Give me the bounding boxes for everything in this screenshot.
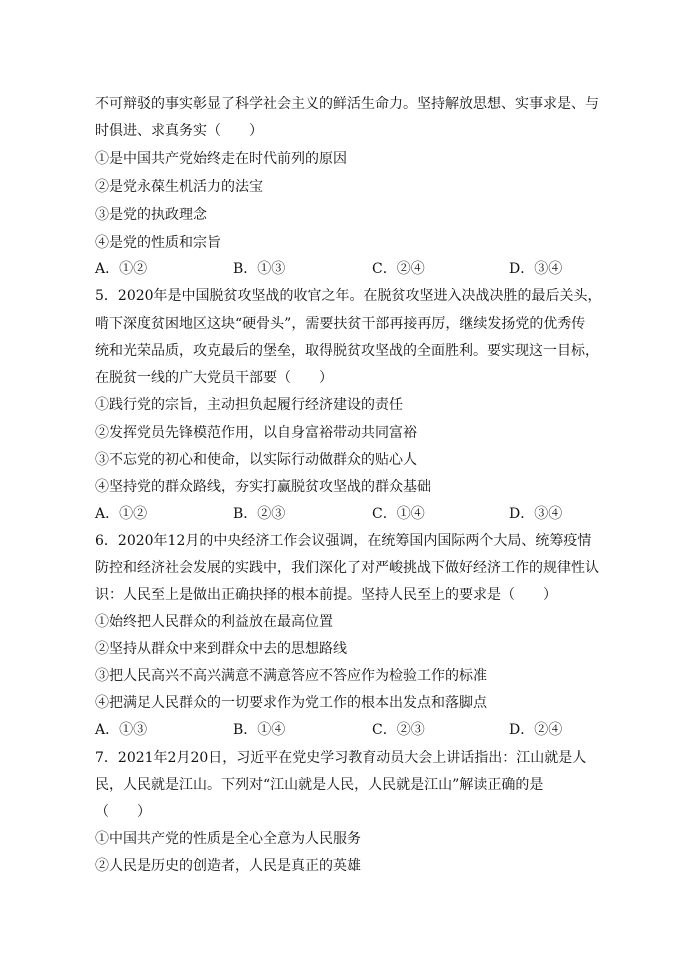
q6-statement-4: ④把满足人民群众的一切要求作为党工作的根本出发点和落脚点 <box>95 695 487 711</box>
q5-option-c[interactable]: C．①④ <box>372 506 425 522</box>
q5-option-d[interactable]: D．③④ <box>509 506 563 522</box>
q5-option-b[interactable]: B．②③ <box>233 506 286 522</box>
q5-stem-line-2: 啃下深度贫困地区这块“硬骨头”，需要扶贫干部再接再厉，继续发扬党的优秀传 <box>95 316 586 332</box>
q6-option-b[interactable]: B．①④ <box>233 722 286 738</box>
q5-statement-3: ③不忘党的初心和使命，以实际行动做群众的贴心人 <box>95 452 417 468</box>
q6-statement-2: ②坚持从群众中来到群众中去的思想路线 <box>95 641 347 657</box>
q6-stem-line-3: 识：人民至上是做出正确抉择的根本前提。坚持人民至上的要求是（ ） <box>95 587 557 603</box>
q5-stem-line-4: 在脱贫一线的广大党员干部要（ ） <box>95 370 333 386</box>
q4-options <box>95 260 600 278</box>
q4-option-a[interactable]: A．①② <box>95 261 148 277</box>
q7-stem-line-1: 7．2021年2月20日，习近平在党史学习教育动员大会上讲话指出：江山就是人 <box>95 750 587 766</box>
q6-statement-3: ③把人民高兴不高兴满意不满意答应不答应作为检验工作的标准 <box>95 668 487 684</box>
q7-stem-line-2: 民，人民就是江山。下列对“江山就是人民，人民就是江山”解读正确的是 <box>95 777 544 793</box>
q5-stem-line-1: 5．2020年是中国脱贫攻坚战的收官之年。在脱贫攻坚进入决战决胜的最后关头， <box>95 288 602 304</box>
q6-option-c[interactable]: C．②③ <box>372 722 425 738</box>
q6-statement-1: ①始终把人民群众的利益放在最高位置 <box>95 614 333 630</box>
q4-option-d[interactable]: D．③④ <box>509 261 563 277</box>
q6-option-d[interactable]: D．②④ <box>509 722 563 738</box>
q4-statement-4: ④是党的性质和宗旨 <box>95 235 221 251</box>
q4-option-b[interactable]: B．①③ <box>233 261 286 277</box>
q5-option-a[interactable]: A．①② <box>95 506 148 522</box>
q7-statement-1: ①中国共产党的性质是全心全意为人民服务 <box>95 831 361 847</box>
q4-statement-2: ②是党永葆生机活力的法宝 <box>95 179 263 195</box>
q4-statement-1: ①是中国共产党始终走在时代前列的原因 <box>95 151 347 167</box>
q7-stem-line-3: （ ） <box>95 804 151 820</box>
q5-statement-2: ②发挥党员先锋模范作用，以自身富裕带动共同富裕 <box>95 425 417 441</box>
q7-statement-2: ②人民是历史的创造者，人民是真正的英雄 <box>95 858 361 874</box>
q5-stem-line-3: 统和光荣品质，攻克最后的堡垒，取得脱贫攻坚战的全面胜利。要实现这一目标， <box>95 343 599 359</box>
q4-stem-line-1: 不可辩驳的事实彰显了科学社会主义的鲜活生命力。坚持解放思想、实事求是、与 <box>95 96 599 112</box>
q6-option-a[interactable]: A．①③ <box>95 722 148 738</box>
q5-options <box>95 505 600 523</box>
q4-option-c[interactable]: C．②④ <box>372 261 425 277</box>
q6-options <box>95 721 600 739</box>
q4-stem-line-2: 时俱进、求真务实（ ） <box>95 123 263 139</box>
q5-statement-4: ④坚持党的群众路线，夯实打赢脱贫攻坚战的群众基础 <box>95 479 431 495</box>
q6-stem-line-2: 防控和经济社会发展的实践中，我们深化了对严峻挑战下做好经济工作的规律性认 <box>95 560 599 576</box>
q6-stem-line-1: 6．2020年12月的中央经济工作会议强调，在统筹国内国际两个大局、统筹疫情 <box>95 533 592 549</box>
q4-statement-3: ③是党的执政理念 <box>95 207 207 223</box>
q5-statement-1: ①践行党的宗旨，主动担负起履行经济建设的责任 <box>95 397 403 413</box>
